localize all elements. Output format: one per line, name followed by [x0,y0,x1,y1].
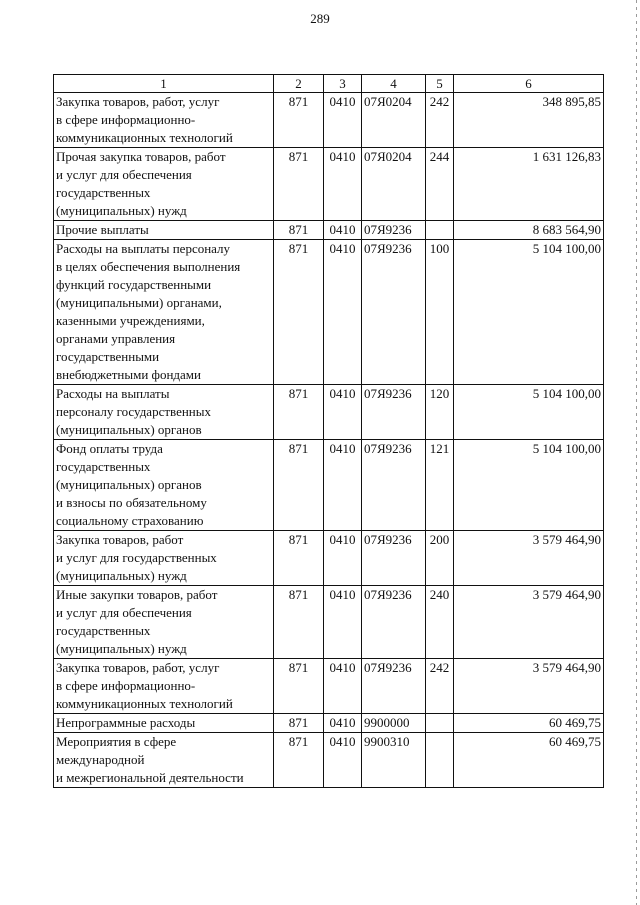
row-col-4: 07Я9236 [362,240,426,385]
row-description: Иные закупки товаров, работ и услуг для обеспечения государственных (муниципальных) нужд [54,586,274,659]
row-description: Фонд оплаты труда государственных (муниципальных) органов и взносы по обязательному социальному страхованию [54,440,274,531]
row-amount: 348 895,85 [454,93,604,148]
table-row [54,733,604,788]
header-col-4: 4 [362,75,426,93]
row-amount: 1 631 126,83 [454,148,604,221]
table-row [54,586,604,659]
page-number: 289 [310,11,330,26]
row-col-5: 242 [426,659,454,714]
row-col-3: 0410 [324,531,362,586]
table-row [54,531,604,586]
row-col-5: 242 [426,93,454,148]
row-description: Прочие выплаты [54,221,274,240]
row-col-5 [426,221,454,240]
row-col-2: 871 [274,586,324,659]
row-col-4: 07Я9236 [362,221,426,240]
row-description: Прочая закупка товаров, работ и услуг для обеспечения государственных (муниципальных) нужд [54,148,274,221]
row-col-4: 9900310 [362,733,426,788]
row-col-2: 871 [274,714,324,733]
budget-table [53,74,604,788]
row-col-4: 07Я9236 [362,586,426,659]
table-row [54,714,604,733]
row-amount: 60 469,75 [454,714,604,733]
row-col-3: 0410 [324,714,362,733]
row-col-5: 121 [426,440,454,531]
row-col-4: 07Я9236 [362,385,426,440]
row-col-4: 07Я9236 [362,659,426,714]
row-description: Закупка товаров, работ и услуг для государственных (муниципальных) нужд [54,531,274,586]
table-row [54,385,604,440]
row-col-2: 871 [274,531,324,586]
row-col-2: 871 [274,733,324,788]
row-description: Закупка товаров, работ, услуг в сфере информационно- коммуникационных технологий [54,659,274,714]
row-amount: 60 469,75 [454,733,604,788]
row-col-2: 871 [274,148,324,221]
row-description: Расходы на выплаты персоналу в целях обеспечения выполнения функций государственными (муниципальными) органами, казенными учреждениями, органами управления государственными внебюджетными фондами [54,240,274,385]
page-edge-line [636,0,637,905]
row-col-4: 07Я9236 [362,531,426,586]
row-col-2: 871 [274,240,324,385]
table-row [54,240,604,385]
row-col-5 [426,733,454,788]
row-amount: 8 683 564,90 [454,221,604,240]
row-col-3: 0410 [324,148,362,221]
row-amount: 5 104 100,00 [454,240,604,385]
row-description: Непрограммные расходы [54,714,274,733]
table-row [54,148,604,221]
row-col-2: 871 [274,221,324,240]
header-col-2: 2 [274,75,324,93]
row-col-3: 0410 [324,733,362,788]
row-col-5: 100 [426,240,454,385]
row-description: Расходы на выплаты персоналу государственных (муниципальных) органов [54,385,274,440]
row-col-2: 871 [274,659,324,714]
row-col-3: 0410 [324,93,362,148]
row-col-3: 0410 [324,440,362,531]
row-description: Мероприятия в сфере международной и межрегиональной деятельности [54,733,274,788]
table-row [54,93,604,148]
row-col-5: 200 [426,531,454,586]
row-amount: 3 579 464,90 [454,531,604,586]
row-col-2: 871 [274,440,324,531]
table-row [54,659,604,714]
header-col-1: 1 [54,75,274,93]
row-col-4: 9900000 [362,714,426,733]
row-col-3: 0410 [324,659,362,714]
table-row [54,440,604,531]
table-header-row [54,75,604,93]
header-col-6: 6 [454,75,604,93]
row-col-3: 0410 [324,385,362,440]
row-col-3: 0410 [324,586,362,659]
row-col-4: 07Я0204 [362,93,426,148]
row-col-4: 07Я0204 [362,148,426,221]
row-col-2: 871 [274,93,324,148]
row-col-3: 0410 [324,240,362,385]
row-col-5: 120 [426,385,454,440]
table-row [54,221,604,240]
row-description: Закупка товаров, работ, услуг в сфере информационно- коммуникационных технологий [54,93,274,148]
row-amount: 5 104 100,00 [454,440,604,531]
row-col-2: 871 [274,385,324,440]
row-col-5: 244 [426,148,454,221]
header-col-3: 3 [324,75,362,93]
row-amount: 5 104 100,00 [454,385,604,440]
row-amount: 3 579 464,90 [454,659,604,714]
row-col-5 [426,714,454,733]
row-col-3: 0410 [324,221,362,240]
header-col-5: 5 [426,75,454,93]
row-col-5: 240 [426,586,454,659]
row-amount: 3 579 464,90 [454,586,604,659]
row-col-4: 07Я9236 [362,440,426,531]
